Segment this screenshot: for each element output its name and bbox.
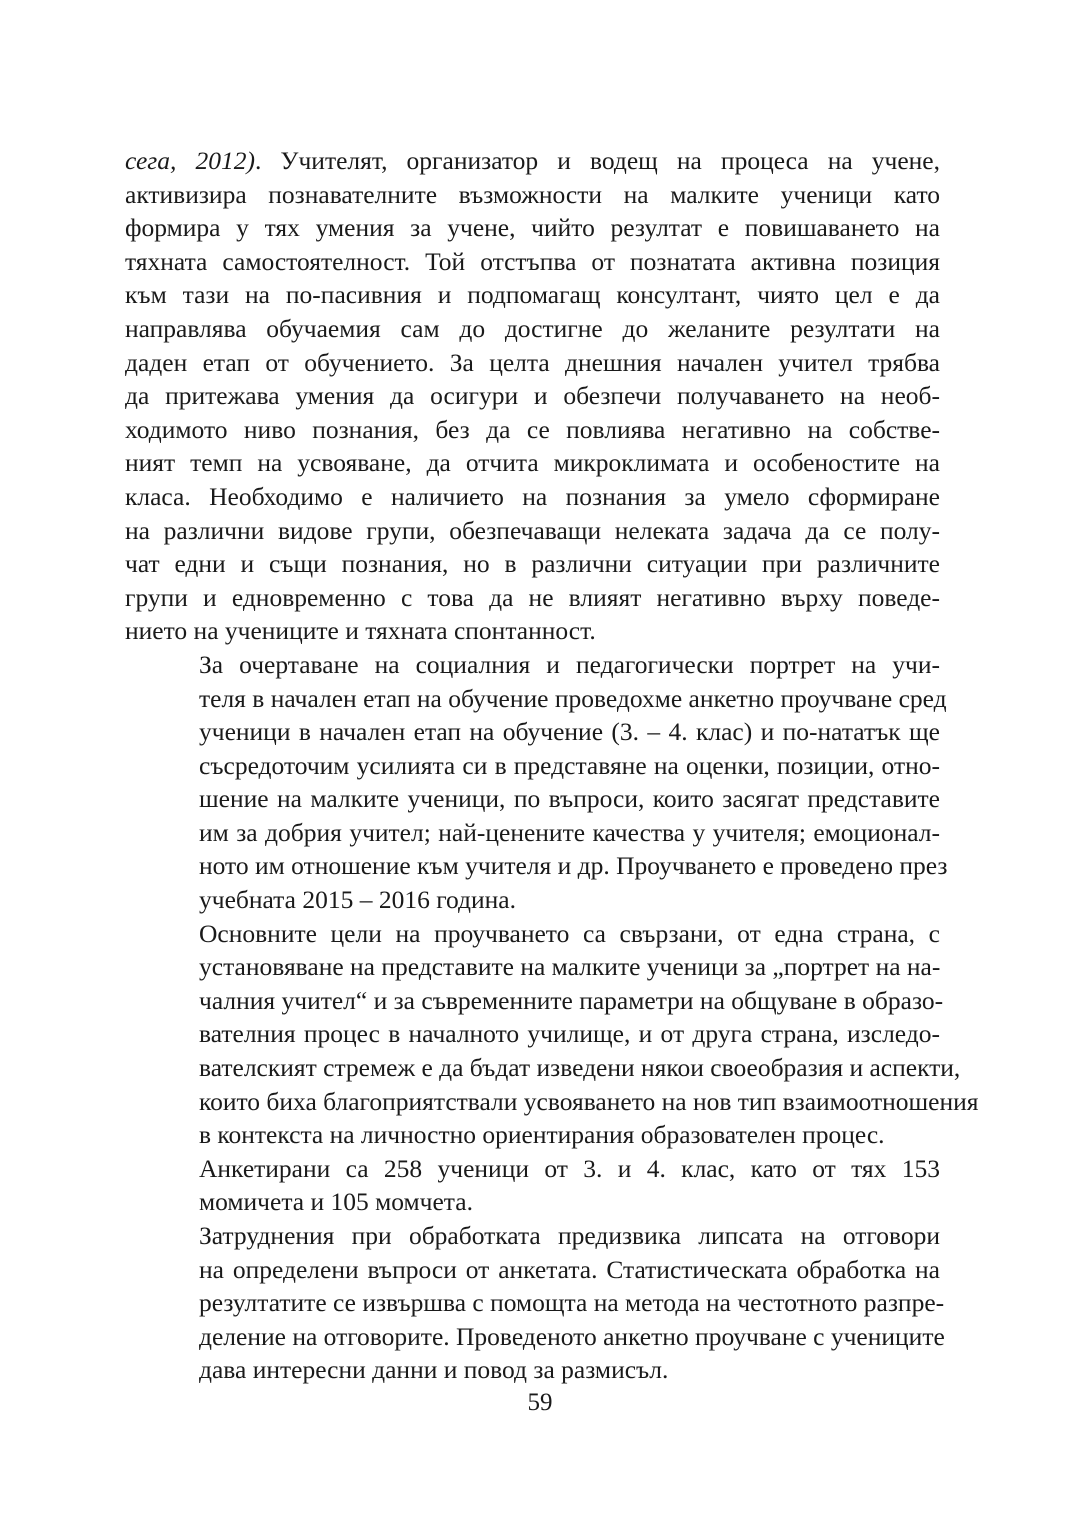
text-line: вателският стремеж е да бъдат изведени някои своеобразия и аспекти, bbox=[199, 1053, 961, 1083]
text-line: в контекста на личностно ориентирания образователен процес. bbox=[199, 1120, 885, 1150]
text-line: формира у тях умения за учене, чийто резултат е повишаването на bbox=[125, 213, 940, 243]
text-line: им за добрия учител; най-ценените качества у учителя; емоционал- bbox=[199, 817, 940, 847]
text-line: За очертаване на социалния и педагогически портрет на учи- bbox=[199, 649, 940, 679]
text-line: шение на малките ученици, по въпроси, които засягат представите bbox=[199, 784, 940, 814]
text-line: Анкетирани са 258 ученици от 3. и 4. клас, като от тях 153 bbox=[199, 1153, 940, 1183]
text-line: ният темп на усвояване, да отчита микроклимата и особеностите на bbox=[125, 448, 940, 478]
text-line: резултатите се извършва с помощта на метода на честотното разпре- bbox=[199, 1288, 945, 1318]
text-line: ното им отношение към учителя и др. Проучването е проведено през bbox=[199, 851, 948, 881]
text-line: нието на учениците и тяхната спонтанност. bbox=[125, 616, 596, 646]
paragraph-1 bbox=[125, 144, 940, 648]
text-line: чалния учител“ и за съвременните параметри на общуване в образо- bbox=[199, 985, 944, 1015]
text-line: дава интересни данни и повод за размисъл. bbox=[199, 1355, 669, 1385]
text-line: активизира познавателните възможности на малките ученици като bbox=[125, 179, 940, 209]
citation: сега, 2012) bbox=[125, 146, 255, 175]
text-line: ученици в начален етап на обучение (3. – 4. клас) и по-нататък ще bbox=[199, 717, 940, 747]
paragraph-4 bbox=[125, 1152, 940, 1219]
text-line: тяхната самостоятелност. Той отстъпва от познатата активна позиция bbox=[125, 246, 940, 276]
text-line: класа. Необходимо е наличието на познания за умело сформиране bbox=[125, 481, 940, 511]
paragraph-5 bbox=[125, 1219, 945, 1387]
text-line: деление на отговорите. Проведеното анкетно проучване с учениците bbox=[199, 1321, 945, 1351]
paragraph-2 bbox=[125, 648, 948, 917]
text-line: на определени въпроси от анкетата. Статистическата обработка на bbox=[199, 1254, 940, 1284]
text-line: които биха благоприятствали усвояването на нов тип взаимоотношения bbox=[199, 1086, 979, 1116]
text-line: към тази на по-пасивния и подпомагащ консултант, чиято цел е да bbox=[125, 280, 940, 310]
text-line: момичета и 105 момчета. bbox=[199, 1187, 473, 1217]
text-line: направлява обучаемия сам до достигне до желаните резултати на bbox=[125, 313, 940, 343]
paragraph-3 bbox=[125, 917, 979, 1152]
text-line: групи и едновременно с това да не влияят негативно върху поведе- bbox=[125, 582, 940, 612]
text-line: на различни видове групи, обезпечаващи нелеката задача да се полу- bbox=[125, 515, 940, 545]
text-line: да притежава умения да осигури и обезпечи получаването на необ- bbox=[125, 381, 940, 411]
text-body bbox=[125, 144, 979, 1387]
text-line: чат едни и същи познания, но в различни ситуации при различните bbox=[125, 549, 940, 579]
text-line: сега, 2012). Учителят, организатор и водещ на процеса на учене, bbox=[125, 146, 940, 175]
text-line: даден етап от обучението. За целта днешния начален учител трябва bbox=[125, 347, 940, 377]
page-number: 59 bbox=[527, 1389, 553, 1416]
text-line: Затруднения при обработката предизвика липсата на отговори bbox=[199, 1221, 940, 1250]
text-line: Основните цели на проучването са свързани, от една страна, с bbox=[199, 918, 940, 948]
text-line: установяване на представите на малките ученици за „портрет на на- bbox=[199, 952, 941, 982]
text-line: ходимото ниво познания, без да се повлиява негативно на собстве- bbox=[125, 414, 940, 444]
text-line: теля в начален етап на обучение проведохме анкетно проучване сред bbox=[199, 683, 947, 713]
text-line: съсредоточим усилията си в представяне на оценки, позиции, отно- bbox=[199, 750, 940, 780]
text-line: учебната 2015 – 2016 година. bbox=[199, 885, 516, 915]
text-line: вателния процес в началното училище, и от друга страна, изследо- bbox=[199, 1019, 940, 1049]
